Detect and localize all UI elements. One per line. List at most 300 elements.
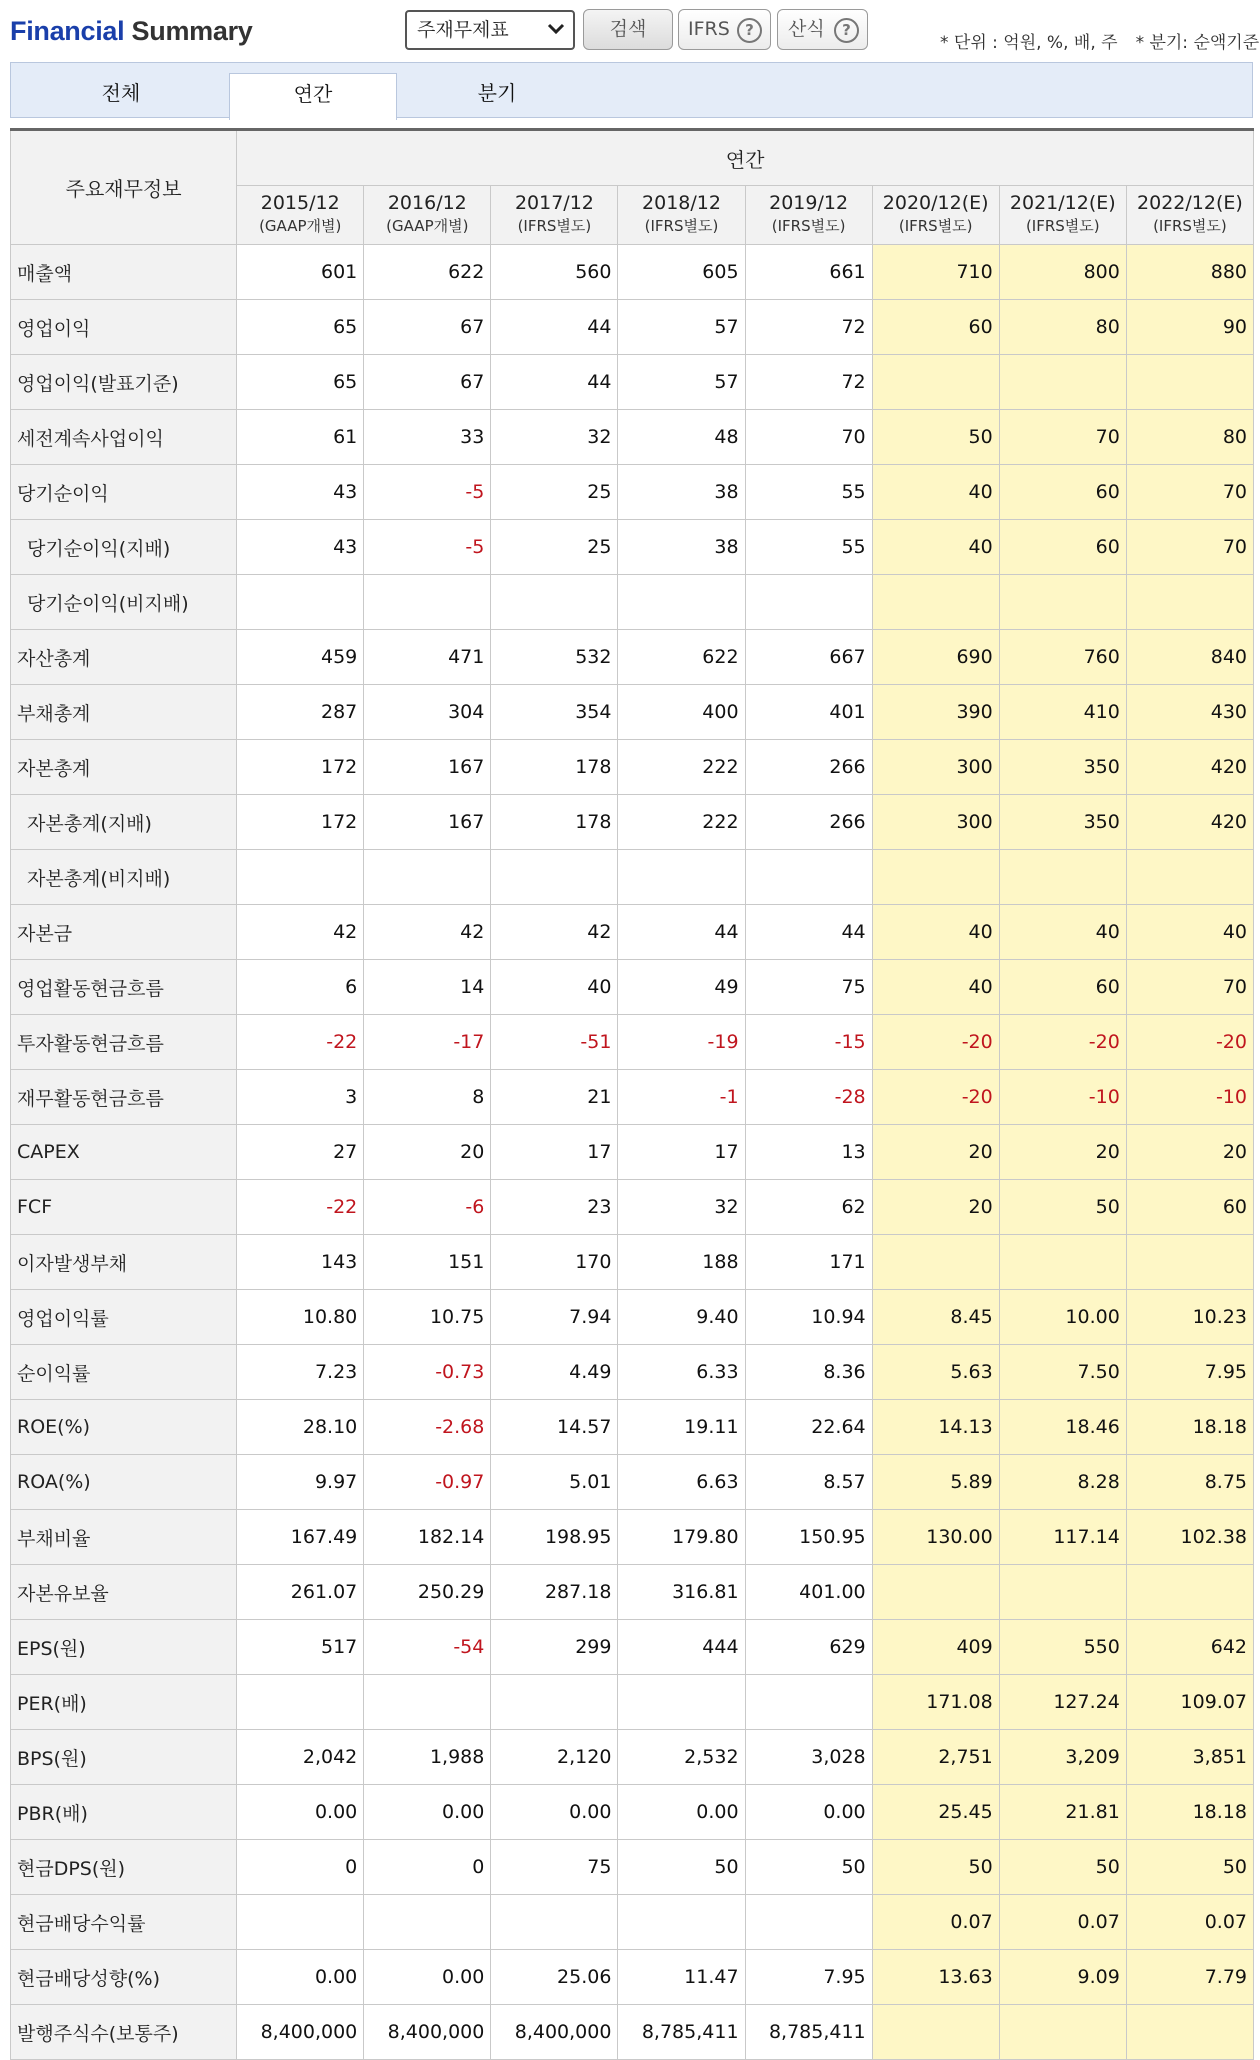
table-cell: 50 xyxy=(872,1840,999,1895)
table-cell: 5.89 xyxy=(872,1455,999,1510)
table-cell: 7.50 xyxy=(999,1345,1126,1400)
column-header xyxy=(872,186,999,245)
table-cell: 622 xyxy=(618,630,745,685)
table-cell: 350 xyxy=(999,795,1126,850)
table-cell: 70 xyxy=(745,410,872,465)
table-cell: 72 xyxy=(745,300,872,355)
table-cell: 300 xyxy=(872,795,999,850)
table-cell: 10.23 xyxy=(1126,1290,1253,1345)
table-row xyxy=(11,1950,1254,2005)
table-cell: 3,028 xyxy=(745,1730,872,1785)
column-header xyxy=(999,186,1126,245)
table-cell: 20 xyxy=(1126,1125,1253,1180)
table-cell: -20 xyxy=(1126,1015,1253,1070)
table-cell: 23 xyxy=(491,1180,618,1235)
table-cell: 70 xyxy=(1126,465,1253,520)
table-cell: 178 xyxy=(491,740,618,795)
table-cell: 0.07 xyxy=(872,1895,999,1950)
table-cell: 50 xyxy=(999,1840,1126,1895)
table-cell: 459 xyxy=(237,630,364,685)
row-label: 자본유보율 xyxy=(11,1565,237,1620)
table-cell: 25 xyxy=(491,465,618,520)
table-cell: 354 xyxy=(491,685,618,740)
table-cell: 8.57 xyxy=(745,1455,872,1510)
row-label: 부채비율 xyxy=(11,1510,237,1565)
table-cell: -17 xyxy=(364,1015,491,1070)
table-cell: 50 xyxy=(745,1840,872,1895)
table-cell: 172 xyxy=(237,795,364,850)
table-corner-label: 주요재무정보 xyxy=(11,130,237,245)
table-cell: 90 xyxy=(1126,300,1253,355)
table-row xyxy=(11,740,1254,795)
table-cell: -5 xyxy=(364,520,491,575)
table-cell: 8,785,411 xyxy=(618,2005,745,2060)
table-cell: 14 xyxy=(364,960,491,1015)
table-cell: 250.29 xyxy=(364,1565,491,1620)
table-cell: 57 xyxy=(618,300,745,355)
table-row xyxy=(11,685,1254,740)
ifrs-help-button[interactable] xyxy=(678,9,771,50)
table-cell: 8.75 xyxy=(1126,1455,1253,1510)
table-cell: 50 xyxy=(618,1840,745,1895)
table-cell: 178 xyxy=(491,795,618,850)
table-row xyxy=(11,1070,1254,1125)
table-cell: 167 xyxy=(364,740,491,795)
statement-type-select[interactable] xyxy=(405,10,575,50)
table-cell: 8,400,000 xyxy=(237,2005,364,2060)
table-cell: 40 xyxy=(872,520,999,575)
table-row xyxy=(11,1290,1254,1345)
table-cell: 0.00 xyxy=(237,1785,364,1840)
table-cell: 401.00 xyxy=(745,1565,872,1620)
row-label: 부채총계 xyxy=(11,685,237,740)
table-cell: 401 xyxy=(745,685,872,740)
column-header xyxy=(1126,186,1253,245)
table-cell: 44 xyxy=(491,355,618,410)
table-cell xyxy=(237,575,364,630)
column-standard: (IFRS별도) xyxy=(644,217,719,235)
table-cell: 43 xyxy=(237,465,364,520)
table-cell: 7.94 xyxy=(491,1290,618,1345)
table-cell: 8 xyxy=(364,1070,491,1125)
table-cell xyxy=(618,1675,745,1730)
table-cell: 0.00 xyxy=(618,1785,745,1840)
table-cell: 27 xyxy=(237,1125,364,1180)
table-cell: 50 xyxy=(872,410,999,465)
table-cell: 316.81 xyxy=(618,1565,745,1620)
table-cell xyxy=(1126,850,1253,905)
column-standard: (GAAP개별) xyxy=(386,217,469,235)
table-cell: 430 xyxy=(1126,685,1253,740)
table-cell: 62 xyxy=(745,1180,872,1235)
table-cell xyxy=(872,1235,999,1290)
table-cell: 5.63 xyxy=(872,1345,999,1400)
table-cell: 410 xyxy=(999,685,1126,740)
table-cell: 43 xyxy=(237,520,364,575)
table-cell: 8,785,411 xyxy=(745,2005,872,2060)
table-cell xyxy=(1126,2005,1253,2060)
table-cell: 40 xyxy=(872,905,999,960)
title-financial: Financial xyxy=(10,16,125,46)
annual-group-header: 연간 xyxy=(237,130,1254,186)
table-cell: 70 xyxy=(1126,520,1253,575)
row-label: 당기순이익 xyxy=(11,465,237,520)
row-label: 자본금 xyxy=(11,905,237,960)
table-cell: 266 xyxy=(745,740,872,795)
table-cell: 38 xyxy=(618,465,745,520)
table-cell xyxy=(999,2005,1126,2060)
table-cell: 20 xyxy=(999,1125,1126,1180)
table-cell: 182.14 xyxy=(364,1510,491,1565)
table-cell: 143 xyxy=(237,1235,364,1290)
row-label: 당기순이익(지배) xyxy=(11,520,237,575)
table-cell: 130.00 xyxy=(872,1510,999,1565)
table-cell: 0.07 xyxy=(999,1895,1126,1950)
table-cell: 0.07 xyxy=(1126,1895,1253,1950)
column-standard: (IFRS별도) xyxy=(1153,217,1227,235)
table-cell: 18.18 xyxy=(1126,1400,1253,1455)
row-label: 이자발생부채 xyxy=(11,1235,237,1290)
table-cell: 8.36 xyxy=(745,1345,872,1400)
table-cell xyxy=(999,1235,1126,1290)
table-cell: 2,042 xyxy=(237,1730,364,1785)
table-cell: 550 xyxy=(999,1620,1126,1675)
table-cell: 33 xyxy=(364,410,491,465)
table-cell xyxy=(237,850,364,905)
search-button[interactable]: 검색 xyxy=(583,9,673,50)
column-period: 2019/12 xyxy=(769,192,849,214)
table-cell: 25.45 xyxy=(872,1785,999,1840)
table-cell: 3,851 xyxy=(1126,1730,1253,1785)
row-label: ROA(%) xyxy=(11,1455,237,1510)
table-row xyxy=(11,1345,1254,1400)
table-cell xyxy=(237,1675,364,1730)
table-cell: 642 xyxy=(1126,1620,1253,1675)
table-cell xyxy=(491,1675,618,1730)
table-cell: 266 xyxy=(745,795,872,850)
table-cell: 601 xyxy=(237,245,364,300)
column-standard: (IFRS별도) xyxy=(1025,217,1100,235)
table-cell: -5 xyxy=(364,465,491,520)
table-cell xyxy=(618,1895,745,1950)
table-cell: 61 xyxy=(237,410,364,465)
table-cell: 261.07 xyxy=(237,1565,364,1620)
table-cell: -28 xyxy=(745,1070,872,1125)
table-row xyxy=(11,465,1254,520)
table-cell: 70 xyxy=(1126,960,1253,1015)
tab-all[interactable]: 전체 xyxy=(101,81,141,105)
table-cell: 198.95 xyxy=(491,1510,618,1565)
table-cell: 400 xyxy=(618,685,745,740)
table-cell: 605 xyxy=(618,245,745,300)
table-cell: 65 xyxy=(237,355,364,410)
table-cell xyxy=(491,575,618,630)
table-cell: 8,400,000 xyxy=(491,2005,618,2060)
table-cell: 287.18 xyxy=(491,1565,618,1620)
table-cell: -0.97 xyxy=(364,1455,491,1510)
table-cell xyxy=(999,355,1126,410)
table-row xyxy=(11,1125,1254,1180)
table-cell: 109.07 xyxy=(1126,1675,1253,1730)
table-row xyxy=(11,1180,1254,1235)
table-cell: 5.01 xyxy=(491,1455,618,1510)
title-bar xyxy=(0,0,1260,60)
table-cell: 800 xyxy=(999,245,1126,300)
table-cell: 21 xyxy=(491,1070,618,1125)
table-cell: -2.68 xyxy=(364,1400,491,1455)
table-cell: 188 xyxy=(618,1235,745,1290)
title-summary: Summary xyxy=(124,16,253,46)
table-cell: 0 xyxy=(364,1840,491,1895)
page-title xyxy=(10,16,253,47)
table-cell: 19.11 xyxy=(618,1400,745,1455)
table-cell: 7.95 xyxy=(1126,1345,1253,1400)
table-cell xyxy=(872,355,999,410)
table-cell: 25 xyxy=(491,520,618,575)
table-cell: 40 xyxy=(1126,905,1253,960)
table-cell xyxy=(618,575,745,630)
column-period: 2016/12 xyxy=(387,192,467,214)
column-header xyxy=(491,186,618,245)
table-cell: 32 xyxy=(491,410,618,465)
table-cell: 22.64 xyxy=(745,1400,872,1455)
row-label: 현금DPS(원) xyxy=(11,1840,237,1895)
formula-help-button[interactable] xyxy=(777,9,868,50)
table-cell: 70 xyxy=(999,410,1126,465)
table-cell: 42 xyxy=(364,905,491,960)
table-cell: 10.00 xyxy=(999,1290,1126,1345)
table-cell: 0.00 xyxy=(364,1950,491,2005)
table-row xyxy=(11,1455,1254,1510)
column-standard: (GAAP개별) xyxy=(259,217,342,235)
table-cell: 6 xyxy=(237,960,364,1015)
table-cell: 40 xyxy=(872,960,999,1015)
table-row xyxy=(11,630,1254,685)
financial-summary-table xyxy=(10,128,1254,2060)
row-label: 매출액 xyxy=(11,245,237,300)
table-cell: 32 xyxy=(618,1180,745,1235)
table-cell: -22 xyxy=(237,1180,364,1235)
table-cell: 420 xyxy=(1126,740,1253,795)
table-cell: 50 xyxy=(1126,1840,1253,1895)
table-row xyxy=(11,1895,1254,1950)
table-cell: 10.80 xyxy=(237,1290,364,1345)
table-cell: 44 xyxy=(491,300,618,355)
table-cell: 4.49 xyxy=(491,1345,618,1400)
table-cell: 167 xyxy=(364,795,491,850)
table-cell: 49 xyxy=(618,960,745,1015)
table-cell: 10.75 xyxy=(364,1290,491,1345)
table-row xyxy=(11,2005,1254,2060)
table-cell: 151 xyxy=(364,1235,491,1290)
table-cell: 18.46 xyxy=(999,1400,1126,1455)
table-cell: 17 xyxy=(491,1125,618,1180)
column-standard: (IFRS별도) xyxy=(517,217,592,235)
table-cell: -51 xyxy=(491,1015,618,1070)
column-period: 2018/12 xyxy=(642,192,721,214)
table-row xyxy=(11,520,1254,575)
table-row xyxy=(11,1785,1254,1840)
table-cell: 17 xyxy=(618,1125,745,1180)
table-cell xyxy=(745,850,872,905)
table-cell: 67 xyxy=(364,355,491,410)
table-cell xyxy=(491,1895,618,1950)
table-cell: 21.81 xyxy=(999,1785,1126,1840)
table-cell xyxy=(745,575,872,630)
table-cell: 11.47 xyxy=(618,1950,745,2005)
row-label: PBR(배) xyxy=(11,1785,237,1840)
table-row xyxy=(11,1015,1254,1070)
table-cell: -54 xyxy=(364,1620,491,1675)
row-label: 발행주식수(보통주) xyxy=(11,2005,237,2060)
unit-notes xyxy=(940,28,1260,53)
table-cell: 167.49 xyxy=(237,1510,364,1565)
period-tabs xyxy=(10,62,1253,118)
table-cell: 55 xyxy=(745,465,872,520)
table-cell: 171 xyxy=(745,1235,872,1290)
table-cell xyxy=(1126,1565,1253,1620)
table-cell xyxy=(872,1565,999,1620)
table-cell: 690 xyxy=(872,630,999,685)
table-cell: 1,988 xyxy=(364,1730,491,1785)
ifrs-label: IFRS xyxy=(688,18,730,40)
table-cell: 304 xyxy=(364,685,491,740)
column-period: 2015/12 xyxy=(260,192,340,214)
column-period: 2017/12 xyxy=(514,192,594,214)
table-cell: 471 xyxy=(364,630,491,685)
column-standard: (IFRS별도) xyxy=(771,217,846,235)
table-cell: 172 xyxy=(237,740,364,795)
table-cell: 44 xyxy=(745,905,872,960)
table-cell: 127.24 xyxy=(999,1675,1126,1730)
quarter-note: * 분기: 순액기준 xyxy=(1135,33,1260,53)
column-standard: (IFRS별도) xyxy=(898,217,973,235)
table-cell: 55 xyxy=(745,520,872,575)
table-cell: 6.63 xyxy=(618,1455,745,1510)
table-cell xyxy=(364,1895,491,1950)
table-cell: 75 xyxy=(491,1840,618,1895)
table-row xyxy=(11,355,1254,410)
table-cell: -20 xyxy=(999,1015,1126,1070)
table-row xyxy=(11,300,1254,355)
table-cell: 60 xyxy=(1126,1180,1253,1235)
question-icon: ? xyxy=(737,18,762,43)
table-cell: 0.00 xyxy=(237,1950,364,2005)
row-label: 세전계속사업이익 xyxy=(11,410,237,465)
table-cell: -20 xyxy=(872,1070,999,1125)
table-row xyxy=(11,1400,1254,1455)
column-header xyxy=(745,186,872,245)
table-cell xyxy=(999,850,1126,905)
table-cell: 72 xyxy=(745,355,872,410)
table-cell: 622 xyxy=(364,245,491,300)
column-period: 2021/12(E) xyxy=(1009,192,1116,214)
column-period: 2020/12(E) xyxy=(882,192,989,214)
table-cell xyxy=(872,2005,999,2060)
table-cell: 48 xyxy=(618,410,745,465)
table-row xyxy=(11,1235,1254,1290)
table-cell: -20 xyxy=(872,1015,999,1070)
table-cell: 102.38 xyxy=(1126,1510,1253,1565)
table-cell: 760 xyxy=(999,630,1126,685)
table-cell: 75 xyxy=(745,960,872,1015)
table-cell: 8.28 xyxy=(999,1455,1126,1510)
table-cell: 65 xyxy=(237,300,364,355)
table-cell: -1 xyxy=(618,1070,745,1125)
row-label: 현금배당수익률 xyxy=(11,1895,237,1950)
table-row xyxy=(11,1730,1254,1785)
table-row xyxy=(11,1840,1254,1895)
table-cell: 13 xyxy=(745,1125,872,1180)
row-label: 현금배당성향(%) xyxy=(11,1950,237,2005)
row-label: 자본총계(비지배) xyxy=(11,850,237,905)
table-cell: 9.09 xyxy=(999,1950,1126,2005)
table-cell: 0 xyxy=(237,1840,364,1895)
table-cell: 3,209 xyxy=(999,1730,1126,1785)
table-cell: 40 xyxy=(999,905,1126,960)
table-cell: 840 xyxy=(1126,630,1253,685)
table-cell: 60 xyxy=(999,960,1126,1015)
table-cell xyxy=(1126,1235,1253,1290)
row-label: FCF xyxy=(11,1180,237,1235)
row-label: 영업활동현금흐름 xyxy=(11,960,237,1015)
table-row xyxy=(11,1675,1254,1730)
chevron-down-icon xyxy=(547,22,565,36)
row-label: 재무활동현금흐름 xyxy=(11,1070,237,1125)
table-cell: 60 xyxy=(999,465,1126,520)
table-cell xyxy=(999,1565,1126,1620)
row-label: BPS(원) xyxy=(11,1730,237,1785)
table-cell xyxy=(237,1895,364,1950)
table-row xyxy=(11,1565,1254,1620)
column-period: 2022/12(E) xyxy=(1137,192,1243,214)
table-cell: 80 xyxy=(999,300,1126,355)
row-label: 자산총계 xyxy=(11,630,237,685)
table-cell: 171.08 xyxy=(872,1675,999,1730)
table-cell: 10.94 xyxy=(745,1290,872,1345)
table-row xyxy=(11,410,1254,465)
table-cell: -0.73 xyxy=(364,1345,491,1400)
table-cell: 222 xyxy=(618,740,745,795)
row-label: 당기순이익(비지배) xyxy=(11,575,237,630)
table-cell: 60 xyxy=(872,300,999,355)
table-cell: 2,532 xyxy=(618,1730,745,1785)
table-cell xyxy=(999,575,1126,630)
table-cell: 300 xyxy=(872,740,999,795)
table-cell: 14.57 xyxy=(491,1400,618,1455)
row-label: 영업이익률 xyxy=(11,1290,237,1345)
table-cell: 2,120 xyxy=(491,1730,618,1785)
row-label: 영업이익(발표기준) xyxy=(11,355,237,410)
row-label: 순이익률 xyxy=(11,1345,237,1400)
table-cell: 25.06 xyxy=(491,1950,618,2005)
tab-quarterly[interactable]: 분기 xyxy=(477,81,517,105)
table-cell: 57 xyxy=(618,355,745,410)
table-cell: 20 xyxy=(872,1180,999,1235)
tab-annual[interactable]: 연간 xyxy=(229,73,397,120)
table-cell: -10 xyxy=(999,1070,1126,1125)
table-cell: 0.00 xyxy=(745,1785,872,1840)
table-cell xyxy=(745,1675,872,1730)
table-cell: 222 xyxy=(618,795,745,850)
table-row xyxy=(11,1510,1254,1565)
table-cell: 50 xyxy=(999,1180,1126,1235)
table-cell: 80 xyxy=(1126,410,1253,465)
table-cell: 444 xyxy=(618,1620,745,1675)
table-cell: 9.40 xyxy=(618,1290,745,1345)
table-cell: 7.95 xyxy=(745,1950,872,2005)
table-cell: 42 xyxy=(491,905,618,960)
